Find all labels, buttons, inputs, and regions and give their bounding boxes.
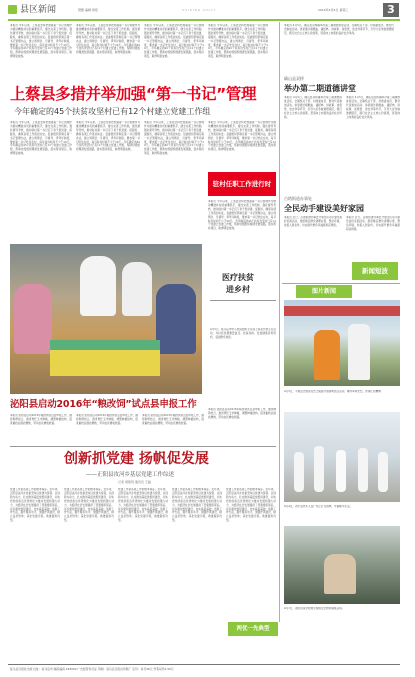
- lead-headline: 上蔡县多措并举加强“第一书记”管理: [10, 85, 257, 103]
- story2-body-b: 本报讯 近日，古塔街道办事处开展全民动手建设美好家园活动，组织辖区群众清理垃圾、整治环境，改善人居条件，切实提升群众幸福感和获得感。: [346, 216, 400, 231]
- lead-body-col-2: 本报讯 今年以来，上蔡县坚持把加强第一书记管理作为推动精准扶贫的重要抓手，健全完善工作机制，强化督导考核，推动驻村第一书记沉下身子抓党建、促脱贫，确保各项工作落到实处。县委组织部制定第一书记管理办法，建立周例会、月督导、季考评制度，要求第一书记吃住在村，每月驻村时间不少于20天。今年确定的45个扶贫攻坚村已有12个村建立党建工作组，帮助村级组织理清发展思路，落实帮扶项目，取得明显成效。: [76, 24, 140, 55]
- header-logo-mark: [8, 5, 17, 14]
- main-photo-table-cloth: [50, 340, 160, 350]
- story1-kicker: 确山县双桥: [284, 76, 304, 81]
- main-photo-villager-2: [156, 284, 196, 354]
- feature-subhead: ——正阳县汝河乡基层党建工作综述: [86, 472, 175, 478]
- photo2-figure-b: [314, 446, 324, 492]
- feature-body-4: 党建工作是各项工作的根本保证。近年来，正阳县汝河乡党委坚持以党建为统领，以创新为动力，扎实推进基层党组织建设，切实把党的政治优势转化为推动发展的强大动力，为经济社会发展提供了坚强组织保证。该乡强化组织建设，夯实基层基础；创新工作方法，提升服务水平；加强作风建设，树立良好形象；深化党建引领，助推脱贫攻坚。: [172, 488, 222, 523]
- footer-rule: [8, 664, 400, 665]
- main-photo-doctor: [80, 256, 116, 316]
- right-top-text: 本报讯 4月5日，确山县双桥镇举办第二期道德讲堂活动，全镇机关干部、村两委成员、群众代表参加活动。讲堂通过唱歌曲、诵经典、讲故事、谈感悟、送吉祥等环节，引导大家争做道德模范，践行社会主义核心价值观，营造向上向善的良好社会风尚。: [284, 24, 394, 35]
- header-date: 2016年4月6日 星期三: [318, 8, 349, 12]
- photo1-figure: [314, 330, 340, 380]
- photo-caption-3: 4月1日，泌阳县某学校师生参加安全教育演练活动。: [284, 607, 345, 610]
- photo2-figure-c: [336, 450, 346, 492]
- header-section-title: 县区新闻: [20, 5, 57, 15]
- pilot-body-4: 本报讯 泌阳县启动2016年粮改饲试点县申报工作，围绕种养结合，推进青贮玉米种植，调整种植结构，促进畜牧业提质增效，带动农民增收致富。: [208, 408, 276, 419]
- feature-body-2: 党建工作是各项工作的根本保证。近年来，正阳县汝河乡党委坚持以党建为统领，以创新为动力，扎实推进基层党组织建设，切实把党的政治优势转化为推动发展的强大动力，为经济社会发展提供了坚强组织保证。该乡强化组织建设，夯实基层基础；创新工作方法，提升服务水平；加强作风建设，树立良好形象；深化党建引领，助推脱贫攻坚。: [64, 488, 114, 523]
- story1-body-a: 本报讯 4月5日，确山县双桥镇举办第二期道德讲堂活动，全镇机关干部、村两委成员、群众代表参加活动。讲堂通过唱歌曲、诵经典、讲故事、谈感悟、送吉祥等环节，引导大家争做道德模范，践行社会主义核心价值观，营造向上向善的良好社会风尚。: [284, 96, 342, 119]
- header-edition: 慧聚 编辑 周报: [78, 8, 98, 12]
- pilot-headline: 泌阳县启动2016年“粮改饲”试点县申报工作: [10, 399, 197, 410]
- photo-news-label: [296, 285, 352, 298]
- photo-label-line1: 医疗扶贫: [222, 273, 254, 282]
- lead-body-lower-1: 本报讯 今年以来，上蔡县坚持把加强第一书记管理作为推动精准扶贫的重要抓手，健全完善工作机制，强化督导考核，推动驻村第一书记沉下身子抓党建、促脱贫，确保各项工作落到实处。县委组织部制定第一书记管理办法，建立周例会、月督导、季考评制度，要求第一书记吃住在村，每月驻村时间不少于20天。今年确定的45个扶贫攻坚村已有12个村建立党建工作组，帮助村级组织理清发展思路，落实帮扶项目，取得明显成效。: [10, 121, 72, 156]
- feature-footer-banner-text: 两优一先典型: [236, 626, 270, 632]
- story1-body-b: 本报讯 4月5日，确山县双桥镇举办第二期道德讲堂活动，全镇机关干部、村两委成员、群众代表参加活动。讲堂通过唱歌曲、诵经典、讲故事、谈感悟、送吉祥等环节，引导大家争做道德模范，践行社会主义核心价值观，营造向上向善的良好社会风尚。: [346, 96, 400, 119]
- story2-kicker: 古塔街道办事处: [284, 196, 312, 201]
- pilot-body-2: 本报讯 泌阳县启动2016年粮改饲试点县申报工作，围绕种养结合，推进青贮玉米种植，调整种植结构，促进畜牧业提质增效，带动农民增收致富。: [76, 414, 138, 425]
- page-header: [0, 0, 415, 20]
- main-photo-table: [50, 348, 160, 376]
- photo1-figure-2: [348, 324, 370, 380]
- photo2-figure-d: [358, 448, 368, 492]
- story2-title: 全民动手建设美好家园: [284, 204, 364, 213]
- pilot-body-1: 本报讯 泌阳县启动2016年粮改饲试点县申报工作，围绕种养结合，推进青贮玉米种植，调整种植结构，促进畜牧业提质增效，带动农民增收致富。: [10, 414, 72, 425]
- lead-body-lower-3: 本报讯 今年以来，上蔡县坚持把加强第一书记管理作为推动精准扶贫的重要抓手，健全完善工作机制，强化督导考核，推动驻村第一书记沉下身子抓党建、促脱贫，确保各项工作落到实处。县委组织部制定第一书记管理办法，建立周例会、月督导、季考评制度，要求第一书记吃住在村，每月驻村时间不少于20天。今年确定的45个扶贫攻坚村已有12个村建立党建工作组，帮助村级组织理清发展思路，落实帮扶项目，取得明显成效。: [144, 121, 204, 156]
- news-brief-label: [352, 262, 398, 280]
- main-photo-medical: [10, 244, 202, 394]
- main-photo-villager-1: [14, 284, 52, 354]
- photo-label-line2: 进乡村: [226, 285, 250, 294]
- lead-body-lower-5: 本报讯 今年以来，上蔡县坚持把加强第一书记管理作为推动精准扶贫的重要抓手，健全完善工作机制，强化督导考核，推动驻村第一书记沉下身子抓党建、促脱贫，确保各项工作落到实处。县委组织部制定第一书记管理办法，建立周例会、月督导、季考评制度，要求第一书记吃住在村，每月驻村时间不少于20天。今年确定的45个扶贫攻坚村已有12个村建立党建工作组，帮助村级组织理清发展思路，落实帮扶项目，取得明显成效。: [208, 200, 276, 231]
- lead-body-lower-4: 本报讯 今年以来，上蔡县坚持把加强第一书记管理作为推动精准扶贫的重要抓手，健全完善工作机制，强化督导考核，推动驻村第一书记沉下身子抓党建、促脱贫，确保各项工作落到实处。县委组织部制定第一书记管理办法，建立周例会、月督导、季考评制度，要求第一书记吃住在村，每月驻村时间不少于20天。今年确定的45个扶贫攻坚村已有12个村建立党建工作组，帮助村级组织理清发展思路，落实帮扶项目，取得明显成效。: [208, 121, 276, 152]
- feature-body-3: 党建工作是各项工作的根本保证。近年来，正阳县汝河乡党委坚持以党建为统领，以创新为动力，扎实推进基层党组织建设，切实把党的政治优势转化为推动发展的强大动力，为经济社会发展提供了坚强组织保证。该乡强化组织建设，夯实基层基础；创新工作方法，提升服务水平；加强作风建设，树立良好形象；深化党建引领，助推脱贫攻坚。: [118, 488, 168, 523]
- lead-body-col-3: 本报讯 今年以来，上蔡县坚持把加强第一书记管理作为推动精准扶贫的重要抓手，健全完善工作机制，强化督导考核，推动驻村第一书记沉下身子抓党建、促脱贫，确保各项工作落到实处。县委组织部制定第一书记管理办法，建立周例会、月督导、季考评制度，要求第一书记吃住在村，每月驻村时间不少于20天。今年确定的45个扶贫攻坚村已有12个村建立党建工作组，帮助村级组织理清发展思路，落实帮扶项目，取得明显成效。: [144, 24, 204, 59]
- news-brief-label-text: 新闻短波: [362, 267, 388, 275]
- photo-caption-2: 4月4日，西平县老年人在广场上打太极拳，丰富晚年生活。: [284, 505, 353, 508]
- feature-body-1: 党建工作是各项工作的根本保证。近年来，正阳县汝河乡党委坚持以党建为统领，以创新为动力，扎实推进基层党组织建设，切实把党的政治优势转化为推动发展的强大动力，为经济社会发展提供了坚强组织保证。该乡强化组织建设，夯实基层基础；创新工作方法，提升服务水平；加强作风建设，树立良好形象；深化党建引领，助推脱贫攻坚。: [10, 488, 60, 523]
- photo-caption-1: 4月3日，平舆县志愿者在烈士陵园开展清明祭扫活动，缅怀革命先烈，传承红色精神。: [284, 390, 384, 393]
- pilot-body-3: 本报讯 泌阳县启动2016年粮改饲试点县申报工作，围绕种养结合，推进青贮玉米种植，调整种植结构，促进畜牧业提质增效，带动农民增收致富。: [142, 414, 204, 425]
- lead-body-col-4: 本报讯 今年以来，上蔡县坚持把加强第一书记管理作为推动精准扶贫的重要抓手，健全完善工作机制，强化督导考核，推动驻村第一书记沉下身子抓党建、促脱贫，确保各项工作落到实处。县委组织部制定第一书记管理办法，建立周例会、月督导、季考评制度，要求第一书记吃住在村，每月驻村时间不少于20天。今年确定的45个扶贫攻坚村已有12个村建立党建工作组，帮助村级组织理清发展思路，落实帮扶项目，取得明显成效。: [208, 24, 268, 59]
- photo-news-rule: [282, 283, 400, 284]
- right-photo-3: [284, 526, 400, 604]
- right-col-divider: [279, 22, 280, 622]
- photo-label-rule: [210, 300, 276, 301]
- photo2-figure-e: [378, 452, 388, 492]
- photo-caption-main: 4月5日，驻马店市中心医院组织专家到上蔡县开展义诊活动，为村民免费测量血压、检查身体，发放健康宣传资料，受到群众欢迎。: [210, 328, 276, 339]
- photo1-banner: [284, 306, 400, 316]
- lead-body-col-1: 本报讯 今年以来，上蔡县坚持把加强第一书记管理作为推动精准扶贫的重要抓手，健全完善工作机制，强化督导考核，推动驻村第一书记沉下身子抓党建、促脱贫，确保各项工作落到实处。县委组织部制定第一书记管理办法，建立周例会、月督导、季考评制度，要求第一书记吃住在村，每月驻村时间不少于20天。今年确定的45个扶贫攻坚村已有12个村建立党建工作组，帮助村级组织理清发展思路，落实帮扶项目，取得明显成效。: [10, 24, 72, 59]
- story1-title: 举办第二期道德讲堂: [284, 84, 356, 93]
- header-center-text: SUIPING DAILY: [182, 8, 217, 12]
- right-photo-1: [284, 300, 400, 386]
- right-photo-2: [284, 412, 400, 502]
- photo2-figure-a: [294, 452, 304, 492]
- lead-body-lower-2: 本报讯 今年以来，上蔡县坚持把加强第一书记管理作为推动精准扶贫的重要抓手，健全完善工作机制，强化督导考核，推动驻村第一书记沉下身子抓党建、促脱贫，确保各项工作落到实处。县委组织部制定第一书记管理办法，建立周例会、月督导、季考评制度，要求第一书记吃住在村，每月驻村时间不少于20天。今年确定的45个扶贫攻坚村已有12个村建立党建工作组，帮助村级组织理清发展思路，落实帮扶项目，取得明显成效。: [76, 121, 140, 152]
- footer-text: 驻马店日报社出版 社址：驻马店市 邮政编码 463000 广告经营许可证 印刷：驻马店日报社印刷厂 定价：每月36元 零售每份1.50元: [10, 667, 174, 671]
- lead-banner-text: 驻村任职工作进行时: [212, 180, 272, 188]
- lead-subhead: 今年确定的45个扶贫攻坚村已有12个村建立党建工作组: [14, 107, 211, 116]
- page-number-badge: [383, 3, 399, 17]
- main-photo-doctor-2: [122, 262, 152, 316]
- feature-footer-banner: [228, 622, 278, 636]
- photo3-figure: [324, 554, 356, 594]
- page-number: 3: [387, 3, 395, 16]
- feature-headline: 创新抓党建 扬帆促发展: [64, 451, 209, 467]
- header-rule: [8, 19, 400, 21]
- photo-news-label-text: 图片新闻: [311, 288, 336, 295]
- story2-body-a: 本报讯 近日，古塔街道办事处开展全民动手建设美好家园活动，组织辖区群众清理垃圾、整治环境，改善人居条件，切实提升群众幸福感和获得感。: [284, 216, 342, 227]
- lead-banner: [208, 172, 276, 196]
- feature-body-5: 党建工作是各项工作的根本保证。近年来，正阳县汝河乡党委坚持以党建为统领，以创新为动力，扎实推进基层党组织建设，切实把党的政治优势转化为推动发展的强大动力，为经济社会发展提供了坚强组织保证。该乡强化组织建设，夯实基层基础；创新工作方法，提升服务水平；加强作风建设，树立良好形象；深化党建引领，助推脱贫攻坚。: [226, 488, 276, 523]
- feature-byline: 记者 周胜利 通讯员 王磊: [118, 480, 151, 484]
- feature-top-rule: [10, 446, 276, 447]
